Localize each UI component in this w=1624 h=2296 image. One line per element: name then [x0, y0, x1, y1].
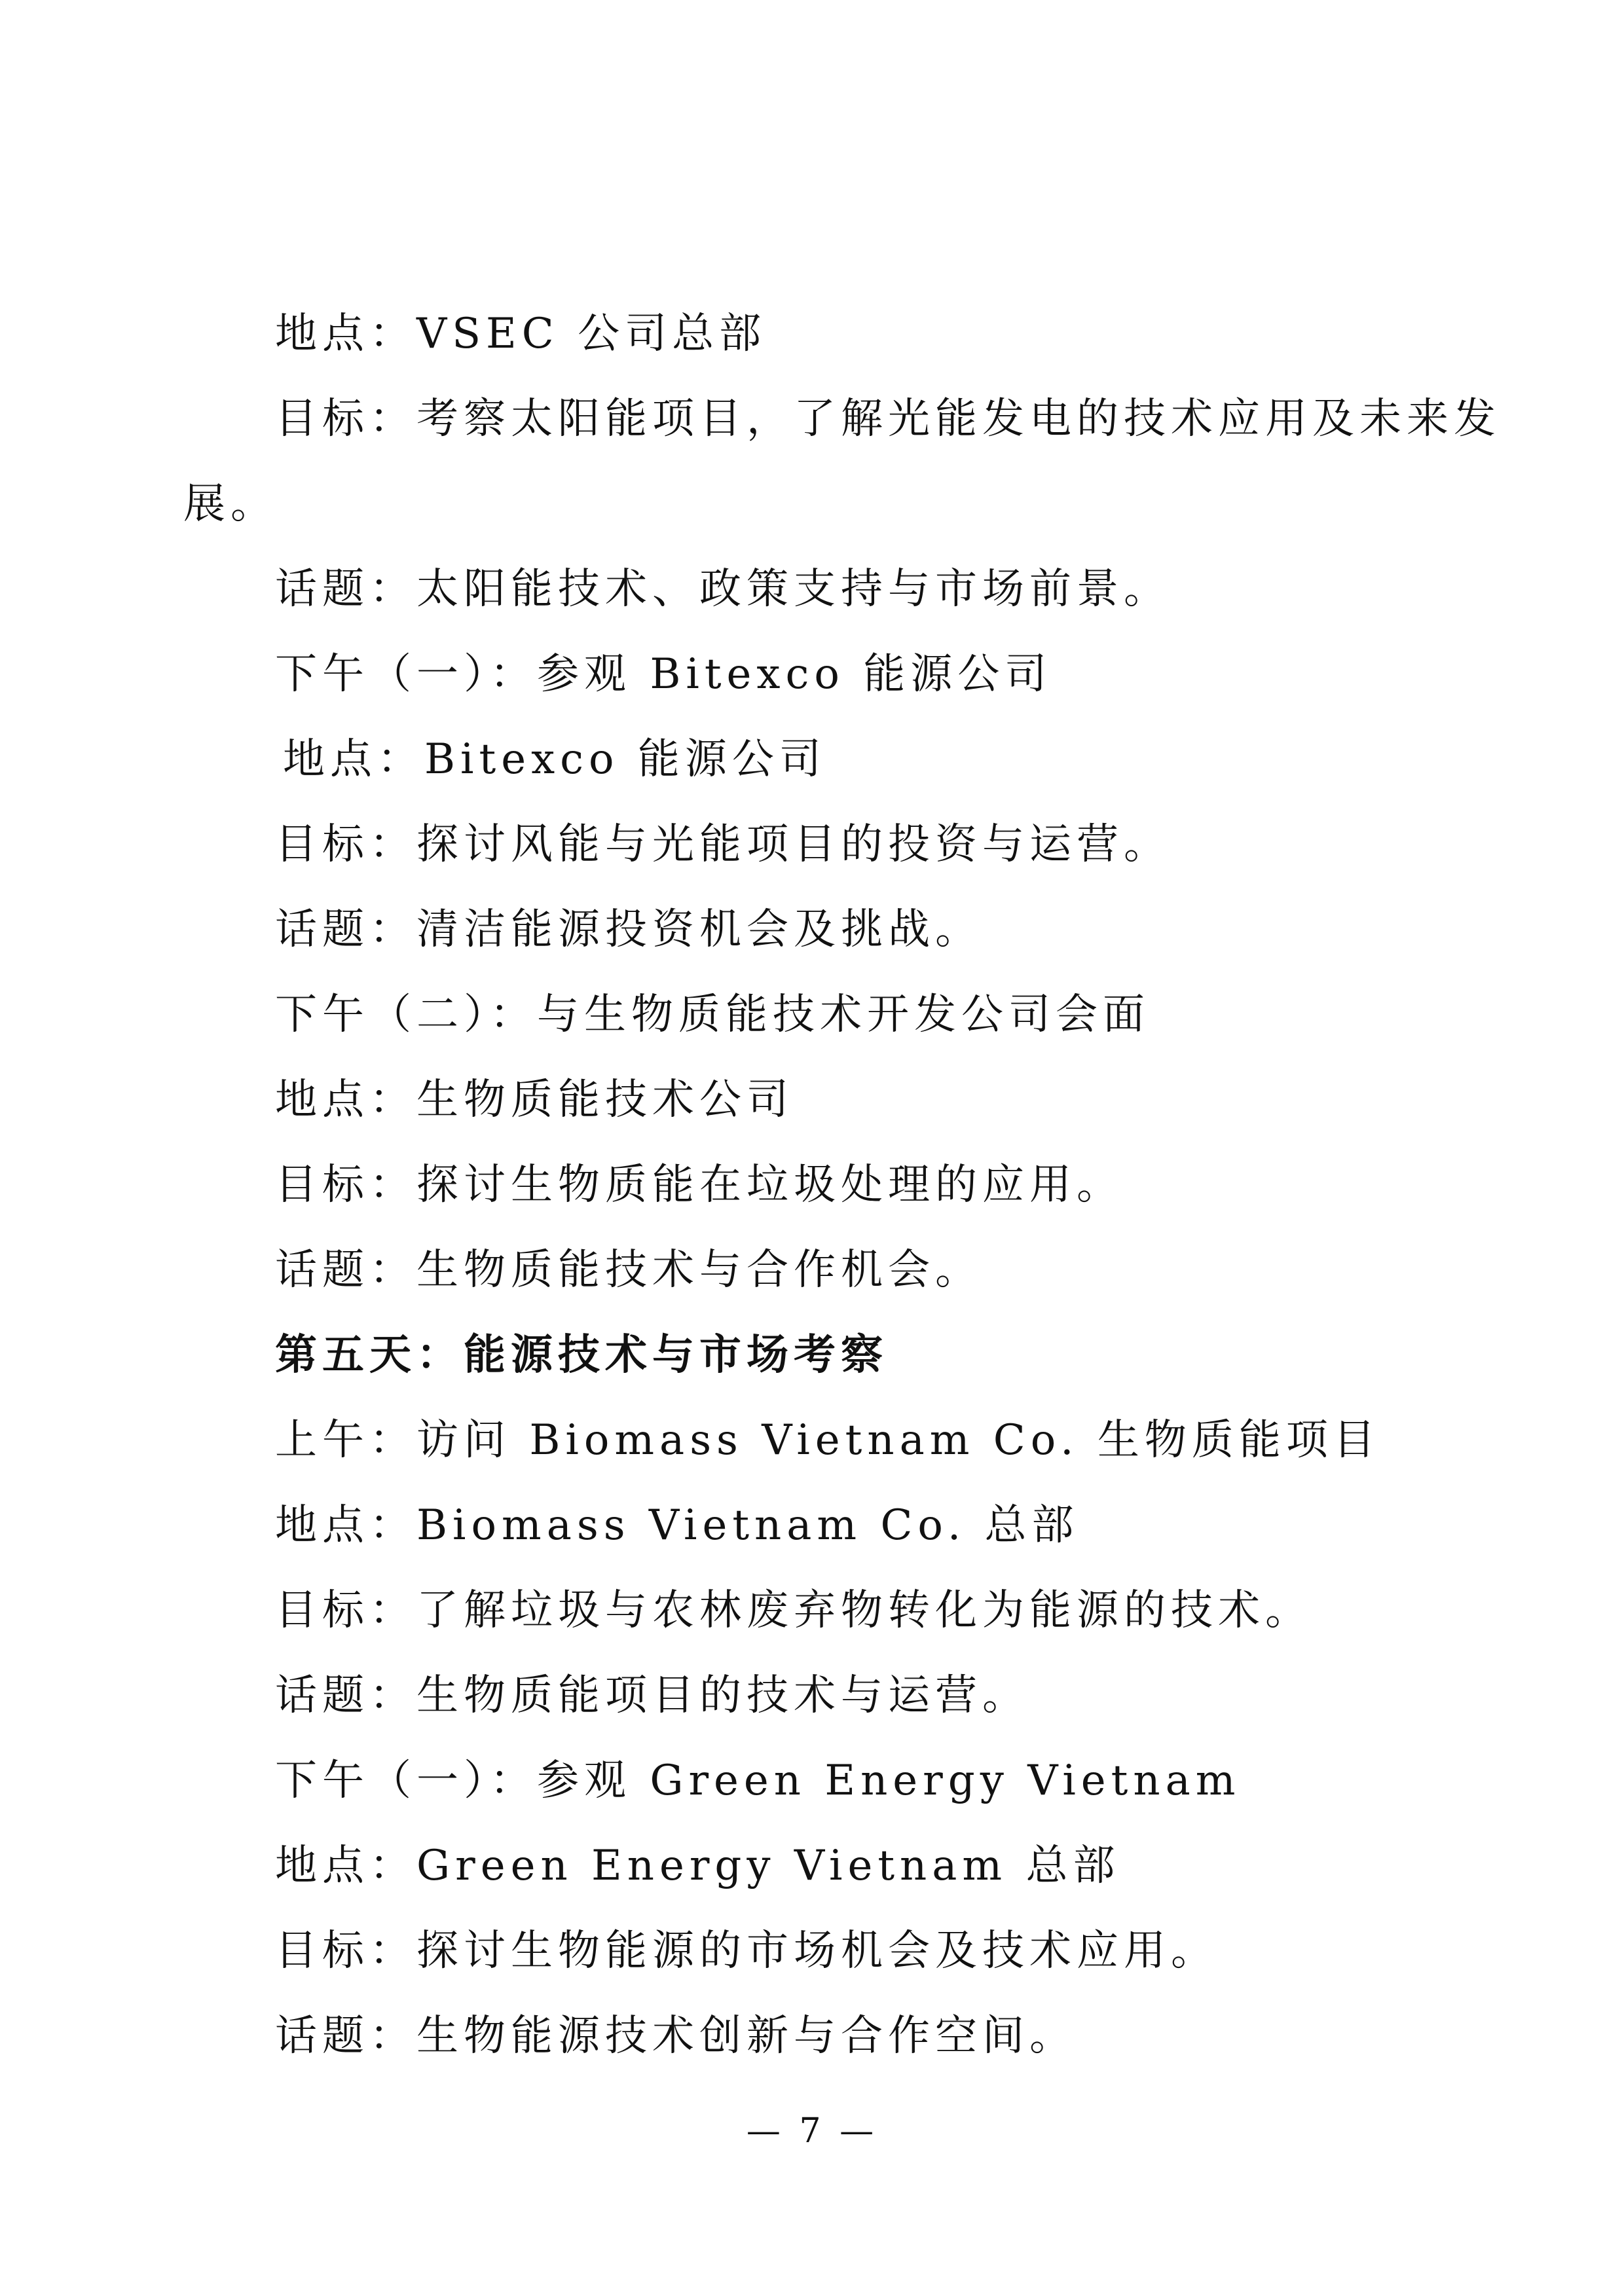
text-line-location-bitexco: 地点：Bitexco 能源公司 [283, 735, 826, 784]
section-heading-day-five: 第五天：能源技术与市场考察 [275, 1330, 888, 1379]
text-line-goal-solar: 目标：考察太阳能项目，了解光能发电的技术应用及未来发 [275, 395, 1501, 443]
text-line-topic-bioenergy-innovation: 话题：生物能源技术创新与合作空间。 [275, 2012, 1077, 2060]
text-line-afternoon-biomass-meeting: 下午（二）：与生物质能技术开发公司会面 [275, 991, 1150, 1039]
text-line-goal-bioenergy-market: 目标：探讨生物能源的市场机会及技术应用。 [275, 1927, 1218, 1975]
text-line-morning-biomass-vietnam: 上午：访问 Biomass Vietnam Co. 生物质能项目 [275, 1416, 1380, 1465]
text-line-location-green-energy: 地点：Green Energy Vietnam 总部 [275, 1842, 1120, 1890]
text-line-location-biomass-company: 地点：生物质能技术公司 [275, 1076, 794, 1124]
text-line-afternoon-bitexco: 下午（一）：参观 Bitexco 能源公司 [275, 650, 1052, 699]
text-line-goal-waste: 目标：探讨生物质能在垃圾处理的应用。 [275, 1161, 1124, 1209]
text-line-topic-solar: 话题：太阳能技术、政策支持与市场前景。 [275, 565, 1171, 613]
text-line-goal-waste-conversion: 目标：了解垃圾与农林废弃物转化为能源的技术。 [275, 1586, 1312, 1635]
text-line-afternoon-green-energy: 下午（一）：参观 Green Energy Vietnam [275, 1757, 1241, 1805]
text-line-topic-biomass-operation: 话题：生物质能项目的技术与运营。 [275, 1671, 1029, 1720]
text-line-location-vsec: 地点：VSEC 公司总部 [275, 310, 767, 358]
text-line-location-biomass-vietnam: 地点：Biomass Vietnam Co. 总部 [275, 1501, 1079, 1550]
text-line-goal-solar-continued: 展。 [183, 480, 278, 528]
text-line-topic-biomass-cooperation: 话题：生物质能技术与合作机会。 [275, 1246, 982, 1294]
page-number: — 7 — [746, 2111, 878, 2151]
text-line-goal-wind: 目标：探讨风能与光能项目的投资与运营。 [275, 820, 1171, 869]
text-line-topic-investment: 话题：清洁能源投资机会及挑战。 [275, 905, 982, 954]
